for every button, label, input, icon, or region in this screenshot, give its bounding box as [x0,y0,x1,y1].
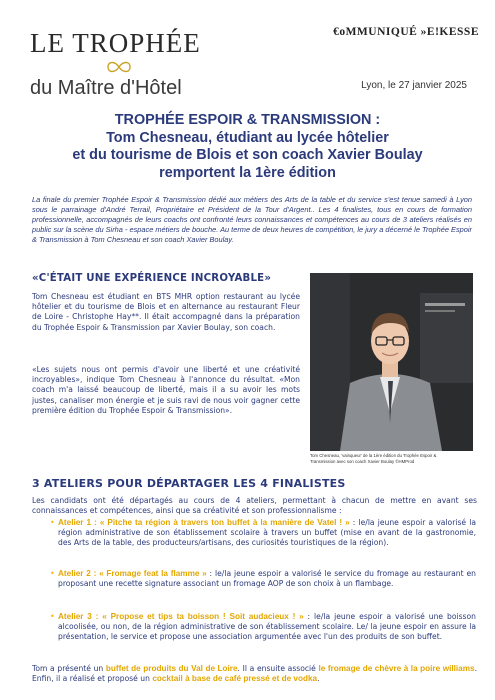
intro-paragraph: La finale du premier Trophée Espoir & Transmission dédié aux métiers des Arts de la table et du service s'est tenue samedi à Lyon sous le parrainage d'André Terrail, Propriétaire et Président de la Tour d'Argent.. Les 4 finalistes, tous en cours de formation professionnelle, accompagnés de leurs coachs ont confronté leurs connaissances et compétences au cours de 3 ateliers réalisés en public sur la scène du Sirha - espace métiers de bouche. Au terme de deux heures de compétition, le jury a décerné le Trophée Espoir & Transmission à Tom Chesneau et son coach Xavier Boulay. [32,195,472,244]
closing-text: . Enfin, il a réalisé et proposé un [32,664,477,684]
bullet-dot-icon: • [50,569,55,578]
body-paragraph: Tom Chesneau est étudiant en BTS MHR option restaurant au lycée hôtelier et du tourisme de Blois et en alternance au restaurant Fleur de Loire - Christophe Hay**. Il était accompagné dans la préparation du Trophée Espoir & Transmission par Xavier Boulay, son coach. [32,292,300,332]
quote-paragraph: «Les sujets nous ont permis d'avoir une liberté et une créativité incroyables», indique Tom Chesneau à l'annonce du résultat. «Mon coach m'a laissé beaucoup de liberté, mais il a su avoir les mots justes, canaliser mon énergie et je suis ravi de nous voir gagner cette première édition du Trophée Espoir & Transmission». [32,365,300,415]
headline-line: remportent la 1ère édition [159,164,336,181]
bullet-dot-icon: • [50,518,55,527]
atelier-label: Atelier 1 : « Pitche ta région à travers ton buffet à la manière de Vatel ! » [58,518,353,527]
date-line: Lyon, le 27 janvier 2025 [361,80,467,91]
press-release-label: €oMMUNIQUÉ »E!KESSE [333,26,479,38]
closing-text: . [317,674,320,684]
closing-highlight: le fromage de chèvre à la poire williams [318,664,475,673]
infinity-ornament-icon [104,61,134,73]
ateliers-intro: Les candidats ont été départagés au cours de 4 ateliers, permettant à chacun de mettre en avant ses connaissances et compétences, ainsi que sa créativité et son professionnalisme : [32,496,477,516]
closing-highlight: buffet de produits du Val de Loire [105,664,238,673]
list-item [50,569,476,589]
photo-caption [310,453,480,464]
headline-line: et du tourisme de Blois et son coach Xavier Boulay [72,147,423,163]
winner-photo [310,273,473,451]
atelier-description: : le/la jeune espoir a valorisé une boisson alcoolisée, ou non, de la région administrative de son établissement scolaire. Le/ la jeune espoir en assure la présentation, le service et propose une association argumentée avec l'un des produits de son buffet. [58,612,476,642]
photo-caption-line: Transmission avec son coach Xavier Boulay ©HMProd [310,458,415,464]
headline-line: TROPHÉE ESPOIR & TRANSMISSION : [114,112,381,128]
headline [20,112,475,182]
atelier-description: : le/la jeune espoir a valorisé la région administrative de son établissement scolaire à travers un buffet (mise en avant de la gastronomie, des Arts de la table, des producteurs/artisans, des curiosités touristiques de la région). [58,518,476,548]
headline-line: Tom Chesneau, étudiant au lycée hôtelier [106,129,389,146]
section-title-experience: «C'ÉTAIT UNE EXPÉRIENCE INCROYABLE» [32,273,272,284]
closing-highlight: cocktail à base de café pressé et de vodka [152,674,318,684]
logo-title: LE TROPHÉE [30,28,201,58]
list-item [50,518,476,549]
closing-text: . Il a ensuite associé [237,664,319,673]
winner-photo-illustration [310,273,473,451]
section-title-ateliers: 3 ATELIERS POUR DÉPARTAGER LES 4 FINALISTES [32,477,346,490]
atelier-label: Atelier 2 : « Fromage feat la flamme » [58,569,210,578]
photo-caption-line: Tom Chesneau, 'vainqueur' de la 1ère édition du Trophée Espoir & [310,453,437,458]
atelier-description: : le/la jeune espoir a valorisé le service du fromage au restaurant en proposant une recette signature associant un fromage AOP de son choix à un flambage. [58,569,476,589]
atelier-label: Atelier 3 : « Propose et tips ta boisson ! Soit audacieux ! » [58,612,308,621]
bullet-dot-icon: • [50,612,55,621]
logo [30,28,220,99]
closing-paragraph [32,664,477,684]
logo-subtitle: du Maître d'Hôtel [30,77,182,99]
list-item [50,612,476,643]
closing-text: Tom a présenté un [32,664,106,673]
